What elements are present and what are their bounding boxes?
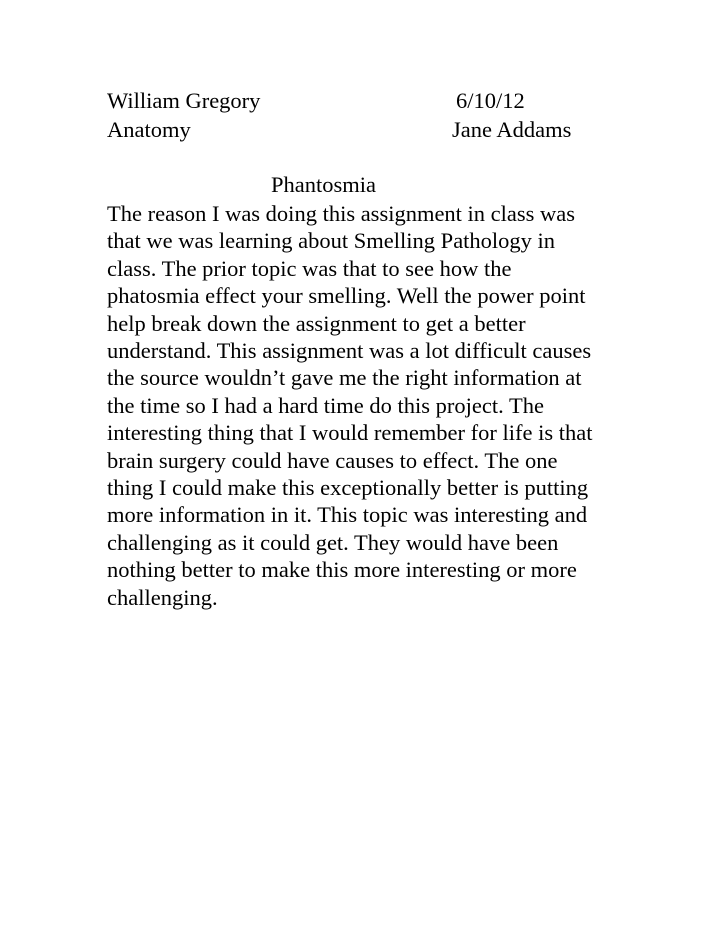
- body-line: challenging.: [107, 584, 218, 610]
- body-paragraph: [107, 200, 647, 611]
- body-line: nothing better to make this more interesting or more: [107, 557, 577, 583]
- body-line: The reason I was doing this assignment in class was: [107, 201, 576, 226]
- body-line: the source wouldn’t gave me the right information at: [107, 365, 582, 391]
- body-line: thing I could make this exceptionally better is putting: [107, 475, 589, 501]
- body-line: brain surgery could have causes to effect. The one: [107, 447, 558, 473]
- body-line: phatosmia effect your smelling. Well the power point: [107, 283, 586, 309]
- course-name: Anatomy: [107, 117, 191, 142]
- body-line: understand. This assignment was a lot difficult causes: [107, 338, 592, 364]
- body-line: that we was learning about Smelling Pathology in: [107, 228, 556, 254]
- header-row-1: [107, 86, 647, 116]
- school-name: Jane Addams: [452, 117, 572, 142]
- body-line: more information in it. This topic was interesting and: [107, 502, 588, 528]
- body-line: help break down the assignment to get a better: [107, 310, 526, 336]
- body-line: interesting thing that I would remember for life is that: [107, 420, 593, 446]
- body-line: the time so I had a hard time do this project. The: [107, 392, 544, 418]
- body-line: class. The prior topic was that to see how the: [107, 255, 512, 281]
- document-title: Phantosmia: [271, 172, 376, 197]
- header-row-2: [107, 115, 647, 145]
- date: 6/10/12: [456, 88, 525, 113]
- author-name: William Gregory: [107, 88, 261, 113]
- body-line: challenging as it could get. They would have been: [107, 529, 559, 555]
